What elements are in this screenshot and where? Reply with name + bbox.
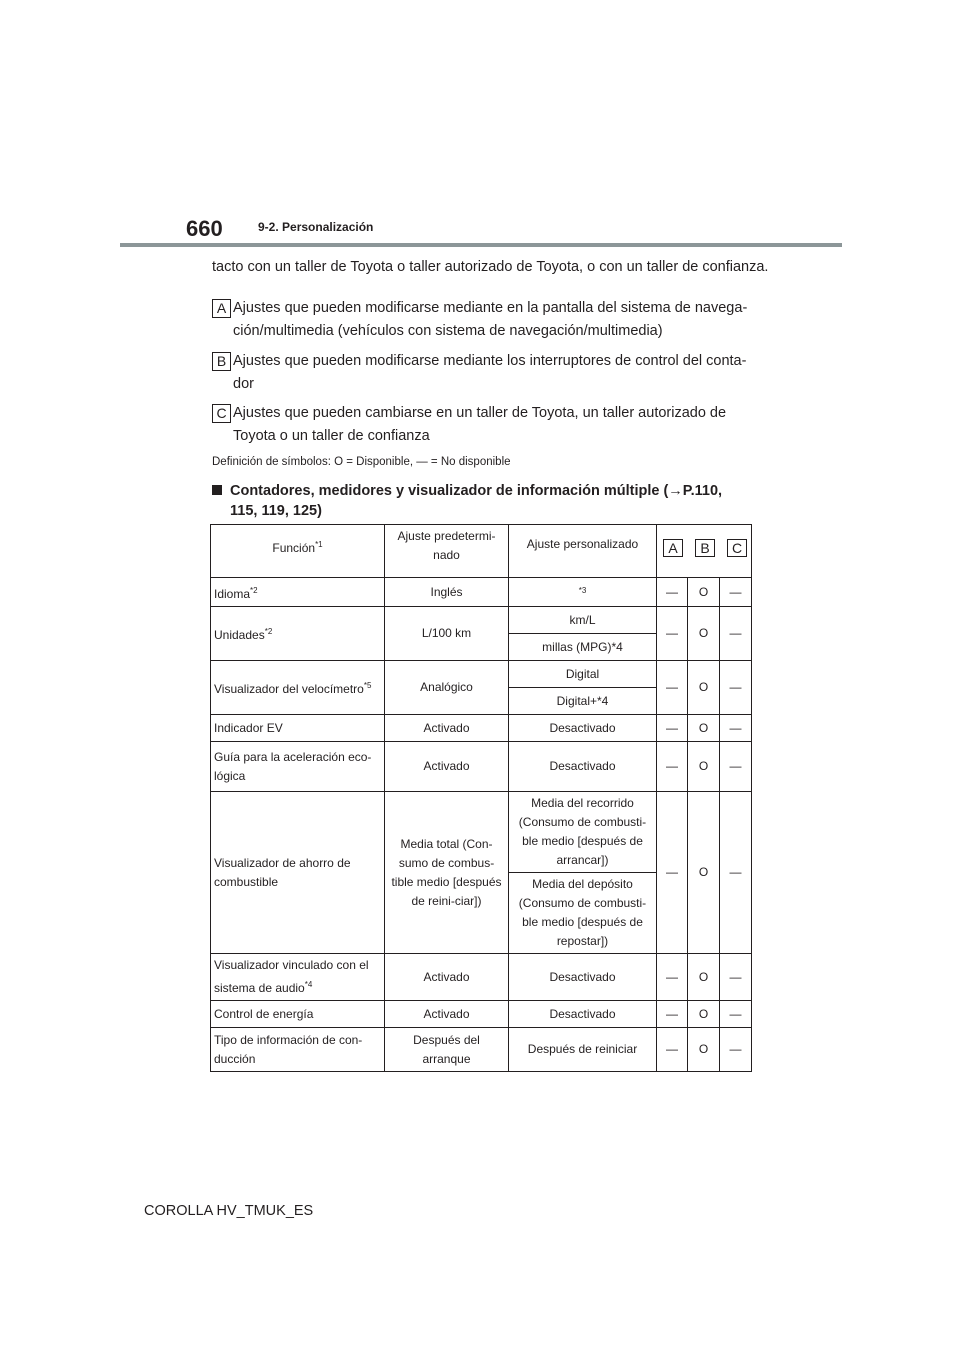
legend-text-c: Ajustes que pueden cambiarse en un taller de Toyota, un taller autorizado de Toyota o un taller de confianza xyxy=(233,405,727,444)
cell-default: Media total (Con-sumo de combus-tible medio [después de reini-ciar]) xyxy=(385,792,509,954)
legend-text-a: Ajustes que pueden modificarse mediante en la pantalla del sistema de navega-ción/multimedia (vehículos con sistema de navegación/multimedia) xyxy=(233,300,748,339)
cell-function: Idioma$^{*2}$ xyxy=(211,578,385,607)
cell-default: Activado xyxy=(385,742,509,792)
cell-b: O xyxy=(688,715,720,742)
cell-function: Visualizador vinculado con el sistema de audio$^{*4}$ xyxy=(211,954,385,1001)
header-default-setting: Ajuste predetermi-nado xyxy=(385,525,509,578)
cell-a: — xyxy=(657,954,688,1001)
header-abc xyxy=(657,525,752,578)
cell-custom: Desactivado xyxy=(509,742,657,792)
cell-a: — xyxy=(657,1028,688,1072)
cell-c: — xyxy=(720,578,752,607)
cell-default: Activado xyxy=(385,715,509,742)
cell-c: — xyxy=(720,792,752,954)
cell-default: Después del arranque xyxy=(385,1028,509,1072)
cell-b: O xyxy=(688,578,720,607)
cell-custom: Después de reiniciar xyxy=(509,1028,657,1072)
table-row xyxy=(211,661,752,688)
cell-b: O xyxy=(688,1001,720,1028)
cell-function: Tipo de información de con-ducción xyxy=(211,1028,385,1072)
header-rule xyxy=(120,243,842,247)
cell-function: Visualizador de ahorro de combustible xyxy=(211,792,385,954)
cell-b: O xyxy=(688,1028,720,1072)
cell-default: Activado xyxy=(385,1001,509,1028)
cell-custom: km/L xyxy=(509,607,657,634)
cell-custom: Desactivado xyxy=(509,954,657,1001)
cell-default: L/100 km xyxy=(385,607,509,661)
cell-c: — xyxy=(720,715,752,742)
section-title: 9-2. Personalización xyxy=(258,220,374,234)
legend-key-c: C xyxy=(212,404,231,423)
cell-custom: millas (MPG)*4 xyxy=(509,634,657,661)
cell-a: — xyxy=(657,742,688,792)
legend-key-a: A xyxy=(212,299,231,318)
cell-function: Visualizador del velocímetro$^{*5}$ xyxy=(211,661,385,715)
cell-c: — xyxy=(720,742,752,792)
cell-a: — xyxy=(657,792,688,954)
table-row xyxy=(211,1001,752,1028)
cell-b: O xyxy=(688,742,720,792)
table-header-row xyxy=(211,525,752,578)
intro-paragraph: tacto con un taller de Toyota o taller autorizado de Toyota, o con un taller de confianza. xyxy=(212,259,769,275)
cell-default: Inglés xyxy=(385,578,509,607)
cell-c: — xyxy=(720,1001,752,1028)
header-key-b: B xyxy=(695,539,715,557)
cell-function: Guía para la aceleración eco-lógica xyxy=(211,742,385,792)
cell-custom: Media del depósito (Consumo de combusti-ble medio [después de repostar]) xyxy=(509,873,657,954)
cell-custom: Desactivado xyxy=(509,715,657,742)
symbol-definitions: Definición de símbolos: O = Disponible, — = No disponible xyxy=(212,456,511,468)
cell-c: — xyxy=(720,607,752,661)
cell-a: — xyxy=(657,578,688,607)
settings-table xyxy=(210,524,752,1072)
header-custom-setting: Ajuste personalizado xyxy=(509,525,657,578)
cell-function: Control de energía xyxy=(211,1001,385,1028)
cell-custom: Desactivado xyxy=(509,1001,657,1028)
header-key-c: C xyxy=(727,539,747,557)
cell-custom: Digital xyxy=(509,661,657,688)
legend-text-b: Ajustes que pueden modificarse mediante los interruptores de control del conta-dor xyxy=(233,353,747,392)
section-heading-text: Contadores, medidores y visualizador de información múltiple (→P.110, 115, 119, 125) xyxy=(230,483,723,519)
header-key-a: A xyxy=(663,539,683,557)
table-row xyxy=(211,792,752,873)
cell-c: — xyxy=(720,954,752,1001)
header-funcion: Función$^{*1}$ xyxy=(211,525,385,578)
cell-c: — xyxy=(720,1028,752,1072)
footer-model-code: COROLLA HV_TMUK_ES xyxy=(144,1203,314,1219)
table-row xyxy=(211,1028,752,1072)
table-row xyxy=(211,954,752,1001)
cell-b: O xyxy=(688,954,720,1001)
cell-a: — xyxy=(657,715,688,742)
cell-default: Activado xyxy=(385,954,509,1001)
cell-custom: *3 xyxy=(509,578,657,607)
table-row xyxy=(211,578,752,607)
cell-b: O xyxy=(688,792,720,954)
table-row xyxy=(211,715,752,742)
page-number: 660 xyxy=(186,216,223,241)
table-row xyxy=(211,742,752,792)
cell-custom: Digital+*4 xyxy=(509,688,657,715)
cell-b: O xyxy=(688,607,720,661)
square-bullet-icon xyxy=(212,485,222,495)
cell-b: O xyxy=(688,661,720,715)
cell-a: — xyxy=(657,661,688,715)
cell-default: Analógico xyxy=(385,661,509,715)
cell-function: Indicador EV xyxy=(211,715,385,742)
cell-a: — xyxy=(657,607,688,661)
cell-a: — xyxy=(657,1001,688,1028)
cell-custom: Media del recorrido (Consumo de combusti-ble medio [después de arrancar]) xyxy=(509,792,657,873)
table-row xyxy=(211,607,752,634)
cell-c: — xyxy=(720,661,752,715)
cell-function: Unidades$^{*2}$ xyxy=(211,607,385,661)
legend-key-b: B xyxy=(212,352,231,371)
